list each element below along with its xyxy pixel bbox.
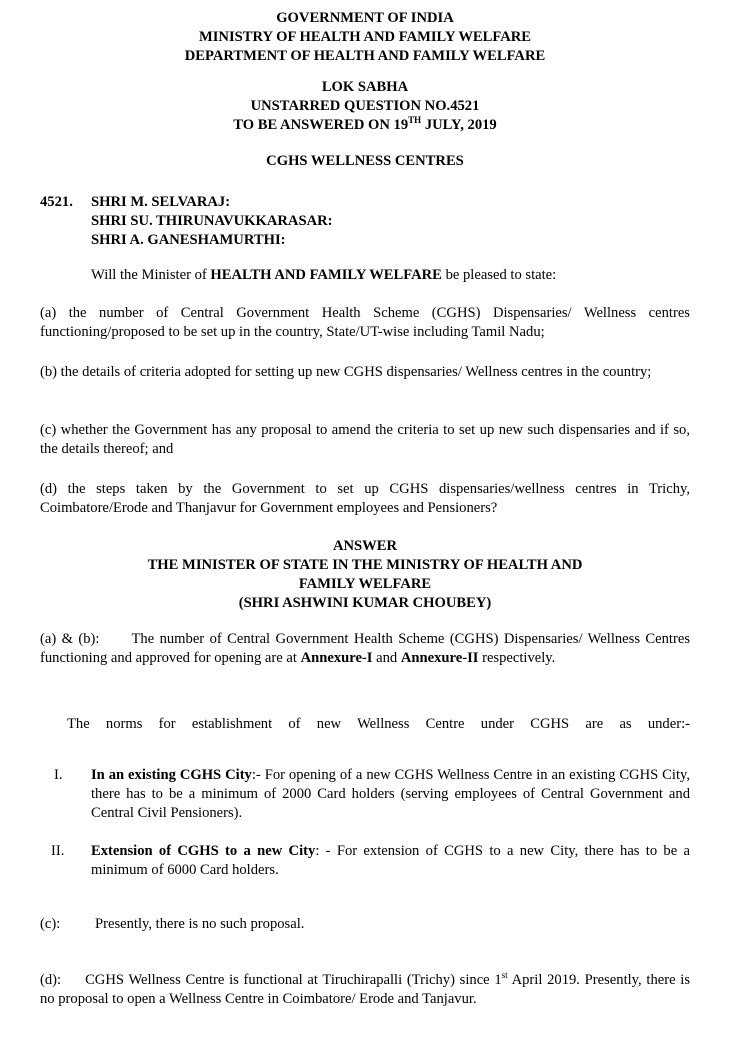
header-ministry: MINISTRY OF HEALTH AND FAMILY WELFARE <box>198 29 532 45</box>
answer-d-label: (d): <box>40 972 62 988</box>
answer-heading: ANSWER <box>332 538 398 554</box>
answer-date-prefix: TO BE ANSWERED ON 19 <box>233 117 409 133</box>
header-government: GOVERNMENT OF INDIA <box>276 10 454 26</box>
answer-d-post: April 2019. Presently, there is no proposal to open a Wellness Centre in Coimbatore/ Erode and Tanjavur. <box>40 972 691 1007</box>
answer-ab-label: (a) & (b): <box>40 631 100 647</box>
question-number-title: UNSTARRED QUESTION NO.4521 <box>250 98 480 114</box>
answer-d-sup: st <box>501 970 508 980</box>
norm-title: Extension of CGHS to a new City <box>91 843 316 859</box>
member-name: SHRI A. GANESHAMURTHI: <box>91 232 286 248</box>
answer-ab <box>40 630 690 668</box>
question-part-a: (a) the number of Central Government Health Scheme (CGHS) Dispensaries/ Wellness centres functioning/proposed to be set up in the country, State/UT-wise including Tamil Nadu; <box>40 305 690 340</box>
norm-new-city <box>91 842 690 880</box>
annexure-1-ref: Annexure-I <box>300 650 373 666</box>
house-title: LOK SABHA <box>321 79 409 95</box>
question-part-d: (d) the steps taken by the Government to set up CGHS dispensaries/wellness centres in Trichy, Coimbatore/Erode and Thanjavur for Government employees and Pensioners? <box>40 481 690 516</box>
minister-title-line2: FAMILY WELFARE <box>298 576 432 592</box>
minister-name: (SHRI ASHWINI KUMAR CHOUBEY) <box>238 595 492 611</box>
norm-numeral: II. <box>51 843 65 859</box>
norm-numeral: I. <box>54 767 63 783</box>
answer-c-text: Presently, there is no such proposal. <box>95 916 305 932</box>
answer-c-label: (c): <box>40 916 61 932</box>
answer-date-suffix: JULY, 2019 <box>421 117 497 133</box>
member-name: SHRI M. SELVARAJ: <box>91 194 231 210</box>
annexure-2-ref: Annexure-II <box>400 650 479 666</box>
member-name: SHRI SU. THIRUNAVUKKARASAR: <box>91 213 333 229</box>
norm-title: In an existing CGHS City <box>91 767 252 783</box>
answer-date <box>0 116 730 135</box>
header-department: DEPARTMENT OF HEALTH AND FAMILY WELFARE <box>184 48 546 64</box>
question-intro-pre: Will the Minister of <box>91 267 211 283</box>
minister-title-line1: THE MINISTER OF STATE IN THE MINISTRY OF HEALTH AND <box>147 557 583 573</box>
answer-ab-and: and <box>372 650 401 666</box>
subject-title: CGHS WELLNESS CENTRES <box>266 153 464 169</box>
norm-text: : - For extension of CGHS to a new City, there has to be a minimum of 6000 Card holders. <box>91 843 690 878</box>
question-part-b: (b) the details of criteria adopted for setting up new CGHS dispensaries/ Wellness centres in the country; <box>40 364 652 380</box>
question-intro-post: be pleased to state: <box>441 267 557 283</box>
norms-intro: The norms for establishment of new Wellness Centre under CGHS are as under:- <box>67 716 690 732</box>
answer-ab-text: The number of Central Government Health Scheme (CGHS) Dispensaries/ Wellness Centres functioning and approved for opening are at <box>40 631 691 666</box>
answer-date-sup: TH <box>408 115 422 125</box>
norm-text: :- For opening of a new CGHS Wellness Centre in an existing CGHS City, there has to be a minimum of 2000 Card holders (serving employees of Central Government and Central Civil Pensioners). <box>91 767 691 821</box>
question-intro-ministry: HEALTH AND FAMILY WELFARE <box>210 267 442 283</box>
question-number: 4521. <box>40 194 73 210</box>
question-intro <box>91 266 556 285</box>
answer-d <box>40 971 690 1009</box>
norm-existing-city <box>91 766 690 823</box>
answer-d-text: CGHS Wellness Centre is functional at Tiruchirapalli (Trichy) since 1 <box>85 972 502 988</box>
answer-ab-post: respectively. <box>478 650 556 666</box>
question-part-c: (c) whether the Government has any proposal to amend the criteria to set up new such dispensaries and if so, the details thereof; and <box>40 422 690 457</box>
